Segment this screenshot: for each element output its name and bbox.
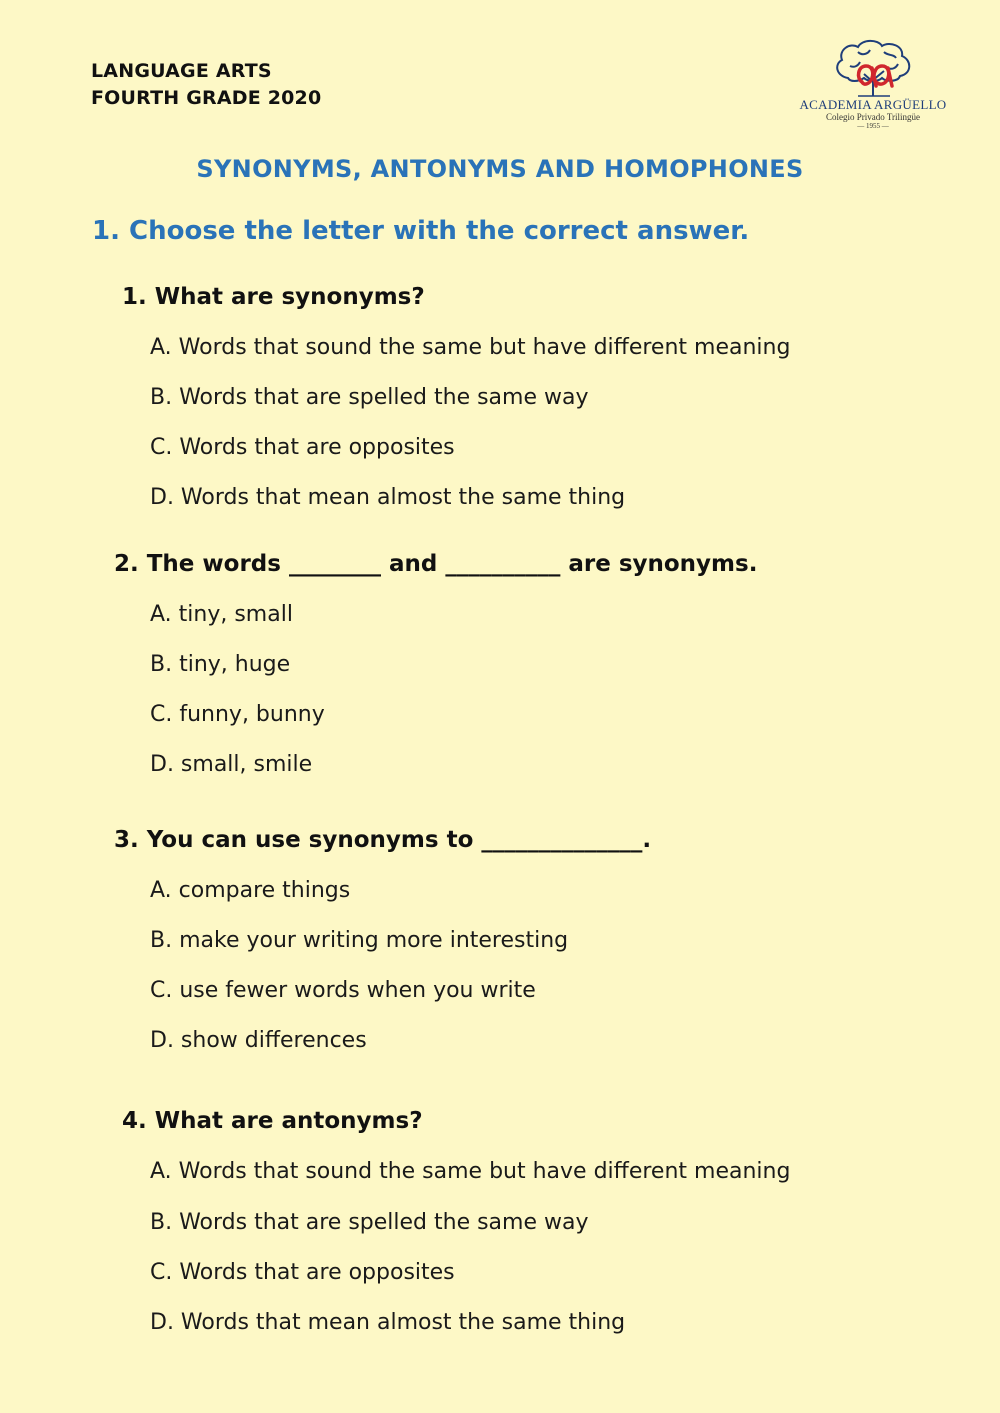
- question-2-option-d[interactable]: D. small, smile: [150, 752, 313, 777]
- question-4-option-d[interactable]: D. Words that mean almost the same thing: [150, 1310, 626, 1335]
- grade-year: FOURTH GRADE 2020: [91, 87, 322, 109]
- question-1: 1. What are synonyms?: [122, 284, 425, 310]
- school-subtitle: Colegio Privado Trilingüe: [825, 112, 920, 122]
- tree-logo-icon: [828, 38, 918, 100]
- question-3-option-a[interactable]: A. compare things: [150, 878, 351, 903]
- question-1-option-b[interactable]: B. Words that are spelled the same way: [150, 385, 589, 410]
- question-3-option-c[interactable]: C. use fewer words when you write: [150, 978, 536, 1003]
- question-1-option-d[interactable]: D. Words that mean almost the same thing: [150, 485, 626, 510]
- question-2-option-c[interactable]: C. funny, bunny: [150, 702, 325, 727]
- question-3: 3. You can use synonyms to ______________.: [114, 827, 652, 853]
- question-3-option-d[interactable]: D. show differences: [150, 1028, 367, 1053]
- question-2-option-b[interactable]: B. tiny, huge: [150, 652, 291, 677]
- question-4-option-c[interactable]: C. Words that are opposites: [150, 1260, 455, 1285]
- school-logo: [798, 38, 948, 140]
- school-name: ACADEMIA ARGÜELLO: [799, 97, 947, 112]
- question-3-option-b[interactable]: B. make your writing more interesting: [150, 928, 569, 953]
- worksheet-title: SYNONYMS, ANTONYMS AND HOMOPHONES: [196, 155, 804, 183]
- question-1-option-a[interactable]: A. Words that sound the same but have different meaning: [150, 335, 791, 360]
- question-2: 2. The words ________ and __________ are synonyms.: [114, 551, 758, 577]
- course-header: [91, 58, 321, 112]
- question-2-option-a[interactable]: A. tiny, small: [150, 602, 293, 627]
- school-founding-year: — 1955 —: [857, 122, 889, 130]
- question-4-option-a[interactable]: A. Words that sound the same but have different meaning: [150, 1159, 791, 1184]
- question-1-option-c[interactable]: C. Words that are opposites: [150, 435, 455, 460]
- course-name: LANGUAGE ARTS: [91, 60, 272, 82]
- question-4: 4. What are antonyms?: [122, 1108, 423, 1134]
- instruction-heading: 1. Choose the letter with the correct answer.: [92, 216, 750, 246]
- question-4-option-b[interactable]: B. Words that are spelled the same way: [150, 1210, 589, 1235]
